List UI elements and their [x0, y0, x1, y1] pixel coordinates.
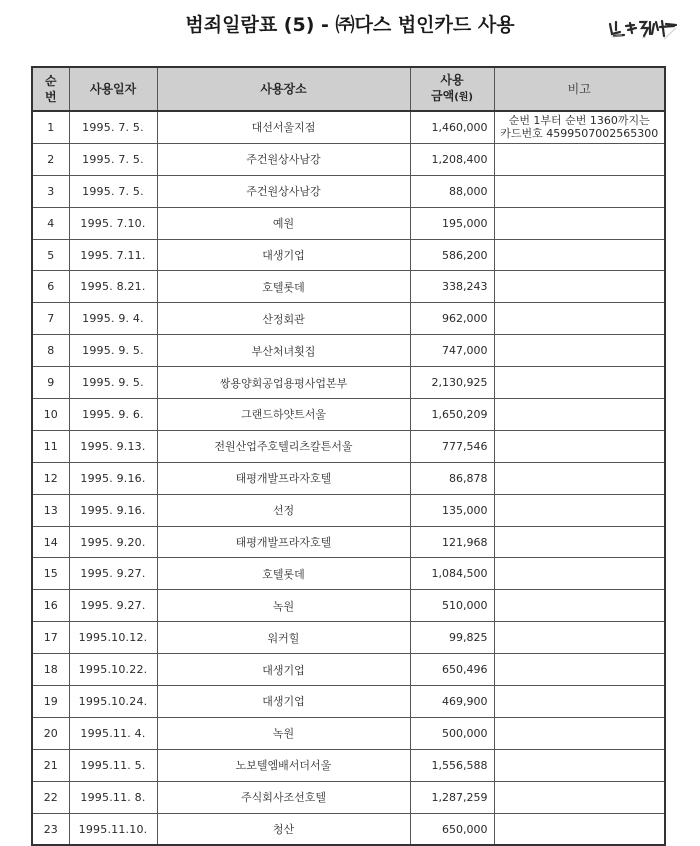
- usage-date: 1995. 9. 5.: [69, 335, 157, 367]
- usage-date: 1995. 7.10.: [69, 207, 157, 239]
- usage-amount: 1,556,588: [410, 749, 494, 781]
- remark: [494, 143, 665, 175]
- table-row: [32, 143, 665, 175]
- remark: [494, 622, 665, 654]
- remark: [494, 367, 665, 399]
- row-number: 15: [32, 558, 69, 590]
- usage-amount: 86,878: [410, 462, 494, 494]
- table-row: [32, 367, 665, 399]
- row-number: 22: [32, 781, 69, 813]
- usage-place: 태평개발프라자호텔: [157, 526, 410, 558]
- usage-place: 워커힐: [157, 622, 410, 654]
- row-number: 17: [32, 622, 69, 654]
- table-row: [32, 654, 665, 686]
- header-place: 사용장소: [157, 67, 410, 111]
- usage-amount: 777,546: [410, 430, 494, 462]
- header-amount-line1: 사용: [440, 73, 464, 87]
- row-number: 21: [32, 749, 69, 781]
- table-row: [32, 175, 665, 207]
- header-no: [32, 67, 69, 111]
- usage-date: 1995. 9.20.: [69, 526, 157, 558]
- header-amount-line2: 금액: [431, 89, 455, 103]
- row-number: 18: [32, 654, 69, 686]
- usage-amount: 135,000: [410, 494, 494, 526]
- usage-place: 산정회관: [157, 303, 410, 335]
- remark: [494, 462, 665, 494]
- header-no-line1: 순: [44, 74, 57, 88]
- table-row: [32, 335, 665, 367]
- usage-amount: 99,825: [410, 622, 494, 654]
- table-header-row: [32, 67, 665, 111]
- table-row: [32, 590, 665, 622]
- usage-date: 1995. 7. 5.: [69, 175, 157, 207]
- table-row: [32, 430, 665, 462]
- row-number: 12: [32, 462, 69, 494]
- table-row: [32, 558, 665, 590]
- usage-amount: 121,968: [410, 526, 494, 558]
- row-number: 14: [32, 526, 69, 558]
- row-number: 3: [32, 175, 69, 207]
- header-amount: [410, 67, 494, 111]
- remark: [494, 335, 665, 367]
- usage-place: 선정: [157, 494, 410, 526]
- table-row: [32, 207, 665, 239]
- remark: [494, 686, 665, 718]
- usage-amount: 510,000: [410, 590, 494, 622]
- remark: [494, 590, 665, 622]
- remark: [494, 526, 665, 558]
- usage-place: 노보텔엠배서더서울: [157, 749, 410, 781]
- row-number: 23: [32, 813, 69, 845]
- header-date: 사용일자: [69, 67, 157, 111]
- usage-place: 쌍용양회공업용평사업본부: [157, 367, 410, 399]
- usage-amount: 586,200: [410, 239, 494, 271]
- usage-date: 1995. 7.11.: [69, 239, 157, 271]
- row-number: 11: [32, 430, 69, 462]
- table-row: [32, 462, 665, 494]
- usage-amount: 500,000: [410, 717, 494, 749]
- remark: [494, 654, 665, 686]
- usage-place: 대생기업: [157, 654, 410, 686]
- usage-date: 1995. 9.16.: [69, 462, 157, 494]
- remark: [494, 781, 665, 813]
- usage-place: 부산처녀횟집: [157, 335, 410, 367]
- usage-date: 1995.10.12.: [69, 622, 157, 654]
- table-row: [32, 526, 665, 558]
- usage-amount: 88,000: [410, 175, 494, 207]
- usage-date: 1995.11. 4.: [69, 717, 157, 749]
- remark: [494, 558, 665, 590]
- usage-date: 1995. 9.13.: [69, 430, 157, 462]
- usage-place: 호텔롯데: [157, 271, 410, 303]
- row-number: 5: [32, 239, 69, 271]
- usage-amount: 195,000: [410, 207, 494, 239]
- row-number: 20: [32, 717, 69, 749]
- table-row: [32, 622, 665, 654]
- row-number: 1: [32, 111, 69, 143]
- remark: [494, 239, 665, 271]
- remark: [494, 271, 665, 303]
- usage-place: 호텔롯데: [157, 558, 410, 590]
- card-usage-table: [31, 66, 666, 846]
- table-row: [32, 303, 665, 335]
- table-row: [32, 271, 665, 303]
- remark: [494, 717, 665, 749]
- usage-place: 예원: [157, 207, 410, 239]
- usage-date: 1995.11. 5.: [69, 749, 157, 781]
- usage-place: 청산: [157, 813, 410, 845]
- usage-date: 1995.10.22.: [69, 654, 157, 686]
- usage-amount: 650,496: [410, 654, 494, 686]
- usage-place: 태평개발프라자호텔: [157, 462, 410, 494]
- usage-amount: 1,084,500: [410, 558, 494, 590]
- usage-amount: 962,000: [410, 303, 494, 335]
- usage-amount: 1,287,259: [410, 781, 494, 813]
- usage-amount: 650,000: [410, 813, 494, 845]
- remark: [494, 175, 665, 207]
- usage-date: 1995. 9.16.: [69, 494, 157, 526]
- usage-date: 1995. 9. 4.: [69, 303, 157, 335]
- row-number: 13: [32, 494, 69, 526]
- usage-date: 1995.10.24.: [69, 686, 157, 718]
- usage-date: 1995. 9.27.: [69, 590, 157, 622]
- usage-amount: 1,650,209: [410, 399, 494, 431]
- usage-date: 1995. 9. 5.: [69, 367, 157, 399]
- header-remark: 비고: [494, 67, 665, 111]
- table-row: [32, 686, 665, 718]
- usage-date: 1995. 7. 5.: [69, 143, 157, 175]
- usage-date: 1995. 7. 5.: [69, 111, 157, 143]
- usage-amount: 2,130,925: [410, 367, 494, 399]
- row-number: 19: [32, 686, 69, 718]
- usage-place: 주건원상사남강: [157, 175, 410, 207]
- table-row: [32, 749, 665, 781]
- row-number: 4: [32, 207, 69, 239]
- row-number: 9: [32, 367, 69, 399]
- row-number: 10: [32, 399, 69, 431]
- table-row: [32, 399, 665, 431]
- table-row: [32, 781, 665, 813]
- row-number: 2: [32, 143, 69, 175]
- usage-place: 전원산업주호텔리츠칼튼서울: [157, 430, 410, 462]
- row-number: 6: [32, 271, 69, 303]
- usage-amount: 1,208,400: [410, 143, 494, 175]
- usage-date: 1995. 9.27.: [69, 558, 157, 590]
- table-row: [32, 239, 665, 271]
- usage-place: 녹원: [157, 590, 410, 622]
- remark: [494, 207, 665, 239]
- usage-place: 대생기업: [157, 239, 410, 271]
- row-number: 7: [32, 303, 69, 335]
- usage-date: 1995. 9. 6.: [69, 399, 157, 431]
- usage-place: 대선서울지점: [157, 111, 410, 143]
- remark: [494, 749, 665, 781]
- usage-date: 1995.11.10.: [69, 813, 157, 845]
- remark: [494, 111, 665, 143]
- usage-amount: 338,243: [410, 271, 494, 303]
- usage-place: 대생기업: [157, 686, 410, 718]
- remark: [494, 813, 665, 845]
- remark-line2: 카드번호 4599507002565300: [500, 127, 659, 141]
- newstapa-logo-icon: [606, 16, 680, 42]
- remark: [494, 430, 665, 462]
- row-number: 8: [32, 335, 69, 367]
- remark: [494, 399, 665, 431]
- remark: [494, 494, 665, 526]
- header-no-line2: 번: [44, 90, 57, 104]
- table-row: [32, 813, 665, 845]
- table-row: [32, 717, 665, 749]
- usage-amount: 1,460,000: [410, 111, 494, 143]
- usage-date: 1995.11. 8.: [69, 781, 157, 813]
- usage-amount: 469,900: [410, 686, 494, 718]
- table-row: [32, 494, 665, 526]
- row-number: 16: [32, 590, 69, 622]
- document-title: 범죄일람표 (5) - ㈜다스 법인카드 사용: [185, 14, 515, 36]
- usage-place: 주건원상사남강: [157, 143, 410, 175]
- usage-date: 1995. 8.21.: [69, 271, 157, 303]
- usage-place: 주식회사조선호텔: [157, 781, 410, 813]
- usage-place: 녹원: [157, 717, 410, 749]
- header-amount-unit: (원): [454, 92, 473, 103]
- remark: [494, 303, 665, 335]
- table-row: [32, 111, 665, 143]
- usage-amount: 747,000: [410, 335, 494, 367]
- remark-line1: 순번 1부터 순번 1360까지는: [508, 114, 650, 128]
- usage-place: 그랜드하얏트서울: [157, 399, 410, 431]
